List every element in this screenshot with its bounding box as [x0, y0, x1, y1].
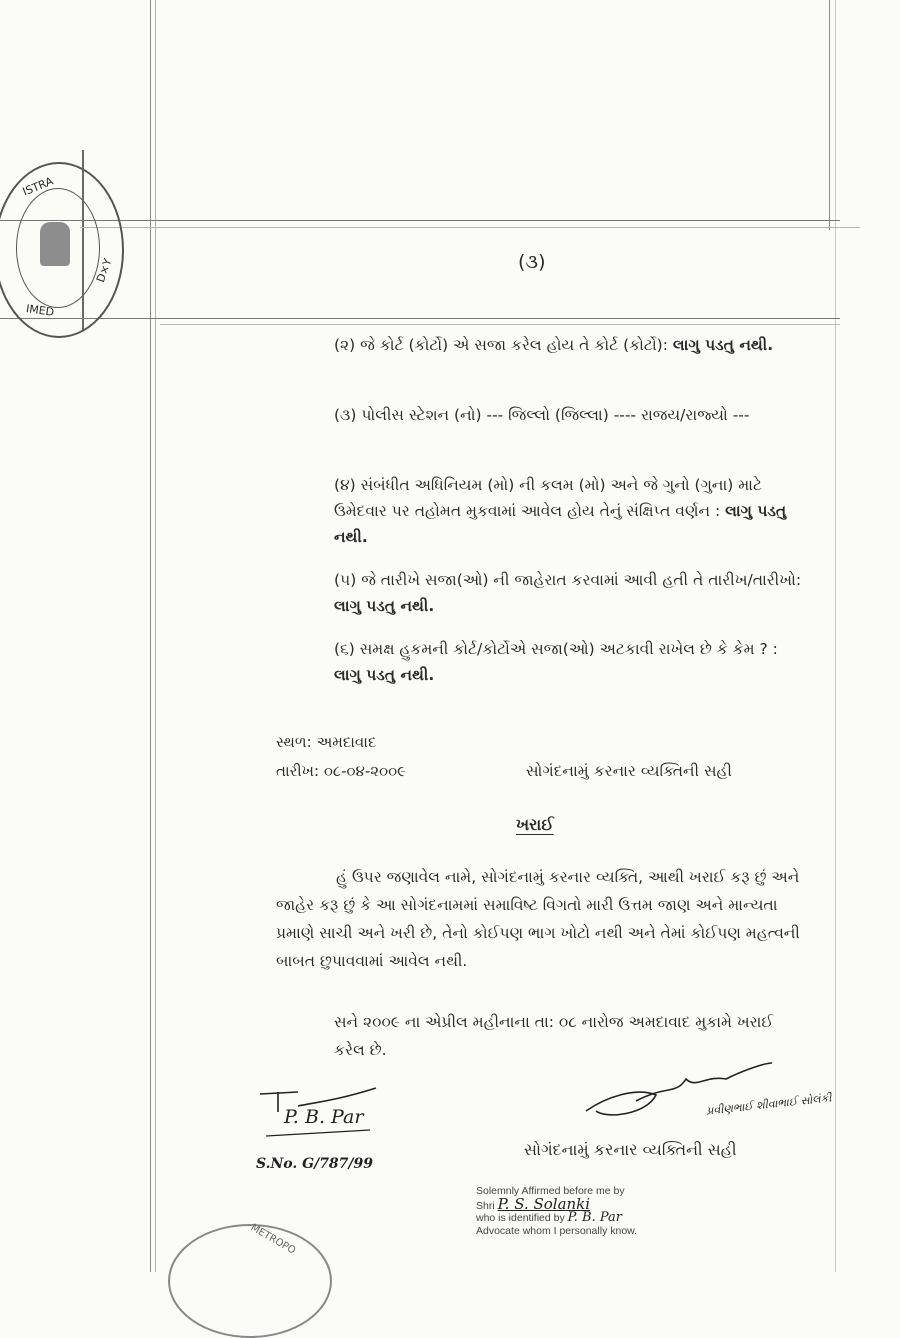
clause-2-text: (૨) જે કોર્ટ (કોર્ટો) એ સજા કરેલ હોય તે કોર્ટ (કોર્ટો):: [334, 336, 668, 354]
bottom-seal: [168, 1224, 332, 1338]
seal-text-bottom: IMED: [25, 302, 55, 319]
scan-fold-line: [0, 318, 840, 319]
scan-edge-line: [155, 0, 156, 1272]
attestation-identifier-handwritten: P. B. Par: [567, 1210, 622, 1225]
right-name-handwritten: પ્રવીણભાઈ શીવાભાઈ સોલંકી: [705, 1091, 833, 1118]
clause-4-text: (૪) સંબંધીત અધિનિયમ (મો) ની કલમ (મો) અને જે ગુનો (ગુના) માટે ઉમેદવાર પર તહોમત મુકવામાં આવેલ હોય તેનું સંક્ષિપ્ત વર્ણન :: [334, 476, 762, 520]
oath-paragraph: હું ઉપર જણાવેલ નામે, સોગંદનામું કરનાર વ્યક્તિ, આથી ખરાઈ કરૂ છું અને જાહેર કરૂ છું કે આ સોગંદનામમાં સમાવિષ્ટ વિગતો મારી ઉત્તમ જાણ અને માન્યતા પ્રમાણે સાચી અને ખરી છે, તેનો કોઈપણ ભાગ ખોટો નથી અને તેમાં કોઈપણ મહત્વની બાબત છુપાવવામાં આવેલ નથી.: [276, 868, 800, 970]
clause-5-text: (૫) જે તારીખે સજા(ઓ) ની જાહેરાત કરવામાં આવી હતી તે તારીખ/તારીખો:: [334, 571, 802, 589]
attestation-line-1: Solemnly Affirmed before me by: [476, 1185, 625, 1197]
page-number: (૩): [518, 251, 546, 273]
scan-edge-line: [829, 0, 830, 230]
scan-fold-line: [160, 324, 840, 325]
scan-edge-line: [835, 0, 836, 1272]
date-line: તારીખ: ૦૮-૦૪-૨૦૦૯: [276, 762, 406, 780]
clause-4: [334, 472, 804, 550]
official-seal: [0, 162, 124, 338]
clause-6: [334, 636, 804, 688]
left-name-handwritten: P. B. Par: [284, 1106, 364, 1128]
verification-heading: ખરાઈ: [516, 815, 554, 834]
scan-edge-line: [150, 0, 151, 1272]
clause-3-text: (૩) પોલીસ સ્ટેશન (નો) --- જિલ્લો (જિલ્લા) ---- રાજય/રાજ્યો ---: [334, 406, 750, 424]
seal-text-top: ISTRA: [20, 174, 55, 199]
bottom-seal-text: METROPO: [248, 1222, 298, 1257]
seal-text-mid: D×Y: [93, 256, 115, 285]
seal-emblem: [40, 222, 70, 266]
bottom-signature-caption: સોગંદનામું કરનાર વ્યક્તિની સહી: [524, 1140, 737, 1159]
attestation-line-3: [476, 1212, 637, 1225]
clause-5: [334, 567, 804, 619]
clause-2-value: લાગુ પડતુ નથી.: [672, 336, 774, 354]
clause-3: [334, 402, 804, 428]
clause-6-text: (૬) સમક્ષ હુકમની કોર્ટ/કોર્ટોએ સજા(ઓ) અટકાવી રાખેલ છે કે કેમ ? :: [334, 640, 778, 658]
clause-5-value: લાગુ પડતુ નથી.: [334, 597, 435, 615]
registration-number: S.No. G/787/99: [256, 1156, 374, 1172]
attestation-name-handwritten: P. S. Solanki: [497, 1194, 591, 1213]
scan-fold-line: [80, 227, 860, 228]
closing-paragraph: સને ૨૦૦૯ ના એપ્રીલ મહીનાના તા: ૦૮ નારોજ અમદાવાદ મુકામે ખરાઈ કરેલ છે.: [334, 1013, 774, 1059]
signature-caption: સોગંદનામું કરનાર વ્યક્તિની સહી: [526, 762, 732, 780]
right-signature: [576, 1055, 776, 1135]
clause-6-value: લાગુ પડતુ નથી.: [334, 666, 435, 684]
attestation-shri: Shri: [476, 1199, 495, 1212]
scan-fold-line: [0, 220, 840, 221]
attestation-line-4: Advocate whom I personally know.: [476, 1224, 638, 1237]
place-line: સ્થળ: અમદાવાદ: [276, 733, 377, 751]
attestation-stamp: [476, 1185, 637, 1237]
clause-2: [334, 332, 804, 358]
attestation-identified: who is identified by: [476, 1212, 565, 1224]
clause-4-value: લાગુ પડતુ નથી.: [334, 502, 787, 546]
